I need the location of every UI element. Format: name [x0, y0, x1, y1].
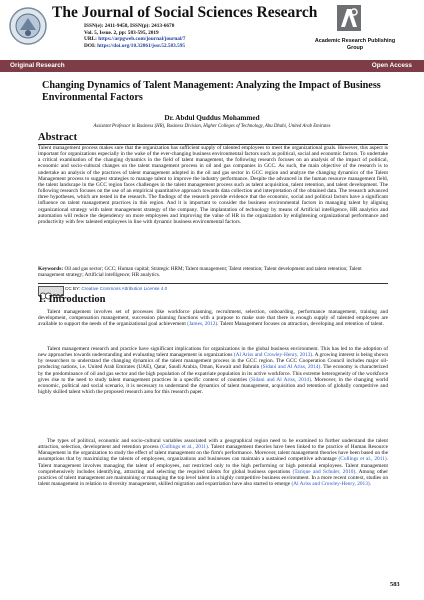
abstract-text: Talent management process makes sure that the organization has sufficient supply of talented employees to meet the organizational goals. However, this aspect is important for organizations especially in the wake of the ever-changing business environmental factors such as political, social and economic factors. To undertake a critical examination of the changing dynamics in the field of talent management, the following research focuses on an analysis of the impact of political, economic and socio-cultural changes on the talent management process in oil and gas companies in GCC. As such, the main objective of the research is to undertake an analysis of the practices of talent management adopted in the oil and gas sector in GCC region and analyze the changing dynamics of the Talent Management process to suggest strategies to manage talent to improve the industry performance. Despite the advanced in the human resource management field, the talent landscape in the GCC region faces challenges in the talent management process such as talent acquisition, talent retention, and talent development. The following research focuses on the use of an empirical quantitative approach towards data collection and interpretation of the obtained data. The research advanced three hypotheses, which are tested in the research. The findings of the research provide evidence that the economic, social and political factors have a significant influence on talent management practices in this region. And it is important to consider the business environmental factors in managing talent by aligning organizational strategy with talent management strategy of the company. The implantation of technology by means of Artificial intelligence, HR analytics and automation will reduce the dependency on more employees and improving the value of HR in the organization by enlightening organizational performance and productivity with few talented employees in line with dynamic business environmental factors.: [38, 145, 388, 225]
journal-issn: ISSN(e): 2411-9458, ISSN(p): 2413-6670: [84, 23, 175, 29]
journal-url-link[interactable]: https://arpgweb.com/journal/journal/7: [98, 36, 186, 42]
citation-link[interactable]: (Collings et al., 2011): [160, 444, 208, 451]
intro-paragraph-2: Talent management research and practice have significant implications for organizations in the global business environment. This has led to the adoption of new approaches towards understanding and evaluating talent management in organizations (Al Ariss and Crowley-Henry, 2013). A growing interest is being shown by researchers to understand the changing dynamics of the talent management process in the GCC region. The GCC Cooperation Council includes major oil-producing nations, i.e. United Arab Emirates (UAE), Qatar, Saudi Arabia, Oman, Kuwait and Bahrain (Sidani and Al Ariss, 2014). The economy is characterized by the predominance of oil and gas sector and the high population of the expatriate population in its active workforce. This extreme heterogeneity of the workforce gives rise to the need to study talent management practices in a specific context of countries (Sidani and Al Ariss, 2014). Moreover, in the changing world economic, political and social scenario, it is necessary to understand the dynamics of talent management, acquisition and retention of globally competitive and highly skilled talent which the proposed research area for this research paper.: [38, 346, 388, 396]
article-type-bar: [0, 60, 424, 72]
license-link[interactable]: Creative Commons Attribution License 4.0: [81, 286, 168, 291]
citation-link[interactable]: (Sidani and Al Ariss, 2014): [260, 364, 321, 371]
citation-link[interactable]: (James, 2012): [187, 321, 218, 328]
license-text: [65, 286, 167, 291]
open-access-label: Open Access: [371, 61, 412, 69]
publisher-logo-icon: [337, 5, 361, 31]
intro-paragraph-1: Talent management involves set of processes like workforce planning, recruitment, selection, onboarding, performance management, training and development, compensation management, succession planning functions with a purpose to make sure that there is enough supply of talented employees are available to support the needs of the organizational goal achievement (James, 2012). Talent Management focuses on attraction, developing and retention of talent.: [38, 309, 388, 328]
doi-label: DOI:: [84, 42, 98, 49]
citation-link[interactable]: (Al Ariss and Crowley-Henry, 2013): [291, 481, 370, 488]
citation-link[interactable]: (Tarique and Schuler, 2010): [292, 468, 356, 475]
citation-link[interactable]: (Collings et al., 2011): [338, 456, 387, 463]
journal-volume: Vol. 5, Issue. 2, pp: 583-595, 2019: [84, 29, 159, 36]
intro-heading: 1. Introduction: [38, 294, 106, 305]
keywords-list: Oil and gas sector; GCC; Human capital; Strategic HRM; Talent management; Talent retention; Talent development and talent retention; Talent management strategy; Artificial intelligence; HR analytics.: [38, 266, 362, 279]
author-affiliation: Assistant Professor in Business (HR), Business Division, Higher Colleges of Technology, Abu Dhabi, United Arab Emirates: [93, 124, 331, 129]
journal-header: [0, 0, 424, 60]
journal-title: The Journal of Social Sciences Research: [52, 4, 318, 21]
abstract-heading: Abstract: [38, 132, 78, 143]
journal-doi-link[interactable]: https://doi.org/10.32861/jssr.52.583.595: [97, 42, 186, 49]
license-prefix: CC BY:: [65, 286, 82, 291]
abstract-bottom-rule: [38, 283, 388, 284]
citation-link[interactable]: (Al Ariss and Crowley-Henry, 2013): [233, 352, 313, 359]
journal-url-line: [84, 36, 186, 42]
keywords-label: Keywords:: [38, 266, 64, 272]
keywords: [38, 266, 388, 278]
journal-doi-line: [84, 43, 185, 49]
cc-badge-text: CC: [52, 294, 60, 300]
journal-logo-icon: [8, 6, 48, 46]
original-research-label: Original Research: [10, 61, 65, 69]
author-name: Dr. Abdul Quddus Mohammed: [164, 114, 260, 122]
citation-link[interactable]: (Sidani and Al Ariss, 2014): [249, 376, 311, 383]
page-number: 583: [390, 581, 400, 588]
publisher-name: Academic Research Publishing Group: [314, 38, 396, 51]
url-label: URL:: [84, 36, 99, 42]
paper-title: Changing Dynamics of Talent Management: Analyzing the Impact of Business Environmental Factors: [42, 80, 381, 103]
intro-paragraph-3: The types of political, economic and socio-cultural variables associated with a geographical region need to be examined to further understand the talent attraction, selection, development and retention process (Collings et al., 2011). Talent management theories have been linked to the practice of Human Resource Management in the organization to study the effect of talent management on the firm's performance. Moreover, talent management theories have been based on the assumptions that by maximizing the talents of employees, organizations and businesses can maintain a sustained competitive advantage (Collings et al., 2011). Talent management involves managing the talent of employees, not restricted only to the high performing or high potential employees. Talent management comprehensively includes identifying, attracting and selecting the required talents for global business operations (Tarique and Schuler, 2010). Among other practices of talent management are maintaining or managing the top level talent in a highly competitive business environment. In a more recent context, studies on talent management in relation to diversity management, skilled migration and expatriation have also started to emerge (Al Ariss and Crowley-Henry, 2013).: [38, 438, 389, 488]
